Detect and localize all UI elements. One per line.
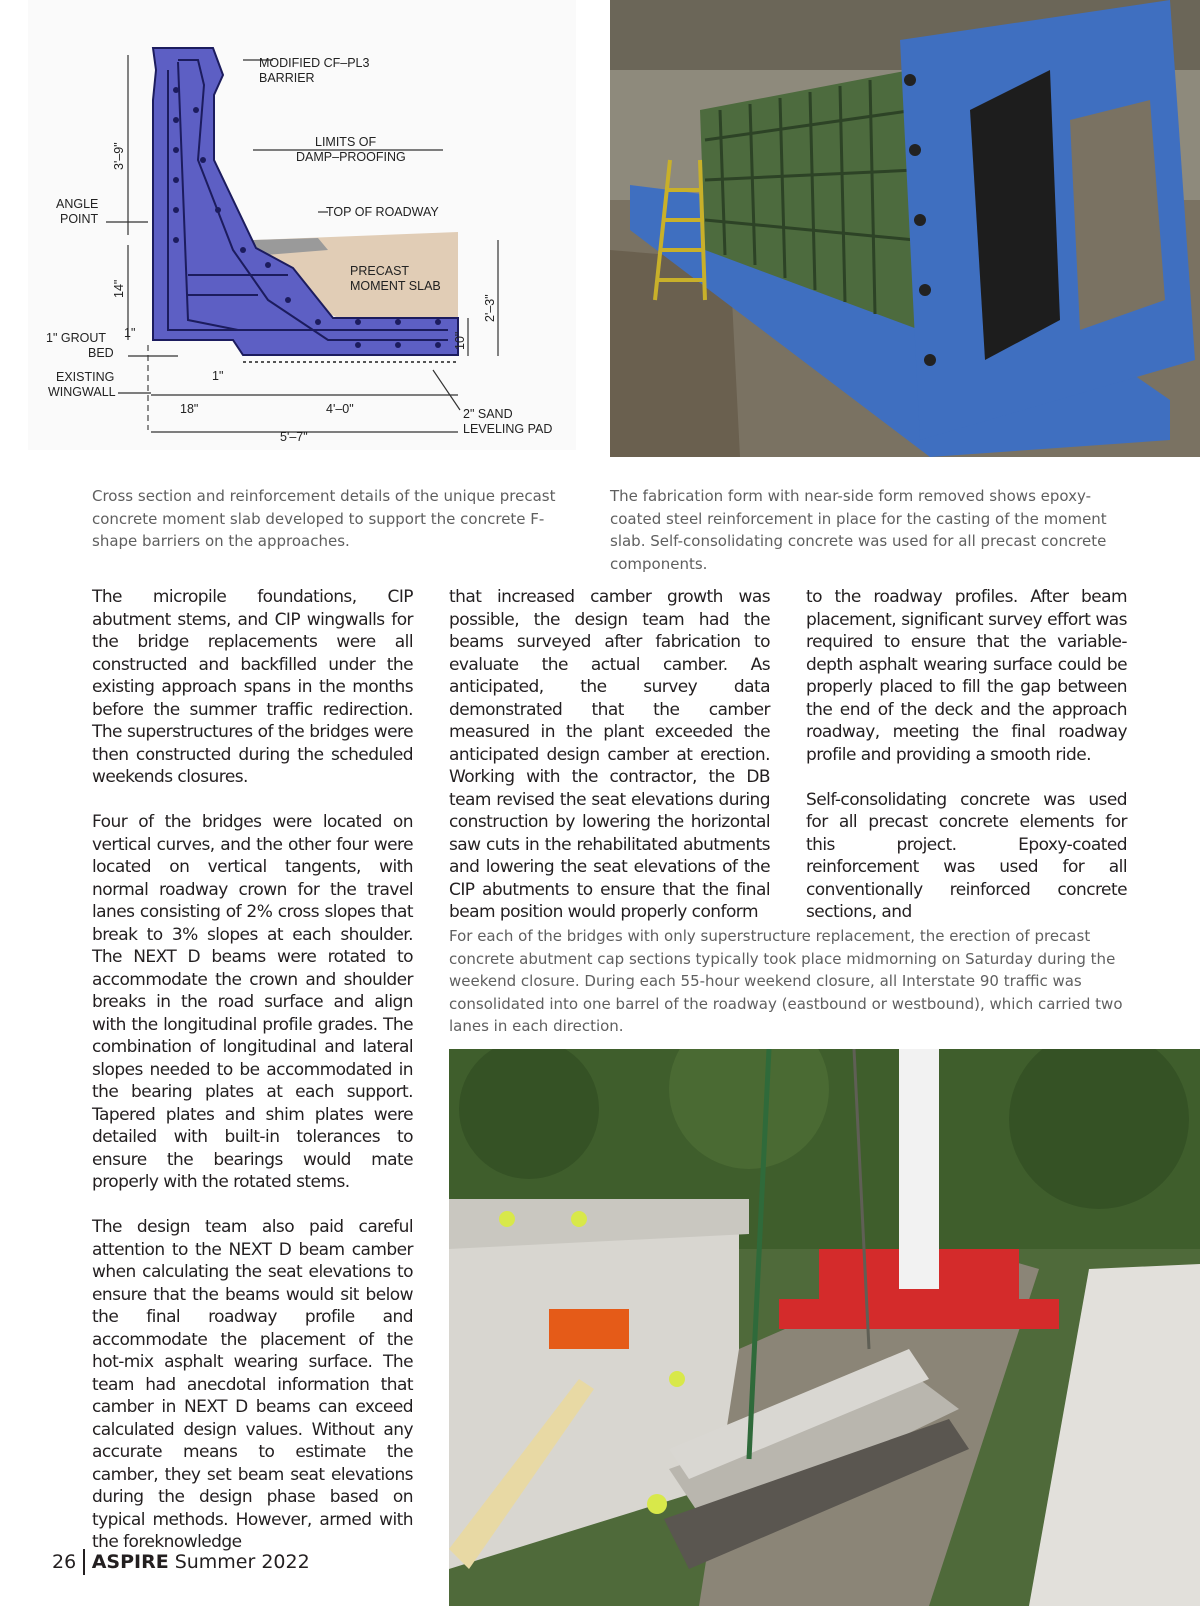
- paragraph: to the roadway profiles. After beam placement, significant survey effort was required to ensure that the variable-depth asphalt wearing surface could be properly placed to fill the gap between the end of the deck and the approach roadway, meeting the final roadway profile and providing a smooth ride.: [806, 587, 1127, 765]
- dim-5-7: 5'–7": [280, 430, 308, 444]
- label-sand-1: 2" SAND: [463, 407, 513, 421]
- paragraph: Self-consolidating concrete was used for all precast concrete elements for this project. Epoxy-coated reinforcement was used for all conventionally reinforced concrete sections, and: [806, 789, 1127, 922]
- label-top-roadway: TOP OF ROADWAY: [326, 205, 439, 219]
- label-limits-1: LIMITS OF: [315, 135, 377, 149]
- fabrication-form-illustration: [610, 0, 1200, 457]
- cross-section-figure: [28, 0, 576, 450]
- paragraph: that increased camber growth was possible, the design team had the beams surveyed after fabrication to evaluate the actual camber. As anticipated, the survey data demonstrated that the camber measured in the plant exceeded the anticipated design camber at erection. Working with the contractor, the DB team revised the seat elevations during construction by lowering the horizontal saw cuts in the rehabilitated abutments and lowering the seat elevations of the CIP abutments to ensure that the final beam position would properly conform: [449, 587, 770, 922]
- cross-section-drawing: [28, 0, 576, 450]
- body-column-3: [806, 586, 1127, 924]
- dim-1a: 1": [124, 326, 136, 340]
- label-grout-2: BED: [88, 346, 114, 360]
- caption-erection: For each of the bridges with only superstructure replacement, the erection of precast concrete abutment cap sections typically took place midmorning on Saturday during the weekend closure. During each 55-hour weekend closure, all Interstate 90 traffic was consolidated into one barrel of the roadway (eastbound or westbound), which carried two lanes in each direction.: [449, 927, 1123, 1035]
- paragraph: Four of the bridges were located on vertical curves, and the other four were located on vertical tangents, with normal roadway crown for the travel lanes consisting of 2% cross slopes that break to 3% slopes at each shoulder. The NEXT D beams were rotated to accommodate the crown and shoulder breaks in the road surface and align with the longitudinal profile grades. The combination of longitudinal and lateral slopes needed to be accommodated in the bearing plates at each support. Tapered plates and shim plates were detailed with built-in tolerances to ensure the bearings would mate properly with the rotated stems.: [92, 812, 413, 1192]
- dim-4-0: 4'–0": [326, 402, 354, 416]
- caption-cross-section: Cross section and reinforcement details of the unique precast concrete moment slab developed to support the concrete F-shape barriers on the approaches.: [92, 487, 556, 550]
- erection-illustration: [449, 1049, 1200, 1606]
- magazine-name: ASPIRE: [91, 1551, 169, 1573]
- label-existing-1: EXISTING: [56, 370, 115, 384]
- dim-14: 14": [112, 279, 126, 298]
- body-column-2: [449, 586, 770, 924]
- label-precast-2: MOMENT SLAB: [350, 279, 441, 293]
- label-existing-2: WINGWALL: [48, 385, 116, 399]
- label-barrier-2: BARRIER: [259, 71, 315, 85]
- paragraph: The micropile foundations, CIP abutment stems, and CIP wingwalls for the bridge replacements were all constructed and backfilled under the existing approach spans in the months before the summer traffic redirection. The superstructures of the bridges were then constructed during the scheduled weekends closures.: [92, 587, 413, 787]
- footer-divider: [83, 1549, 85, 1575]
- label-precast-1: PRECAST: [350, 264, 410, 278]
- label-angle-2: POINT: [60, 212, 99, 226]
- paragraph: The design team also paid careful attention to the NEXT D beam camber when calculating the seat elevations to ensure that the beams would sit below the final roadway profile and accommodate the placement of the hot-mix asphalt wearing surface. The team had anecdotal information that camber in NEXT D beams can exceed calculated design values. Without any accurate means to estimate the camber, they set beam seat elevations during the design phase based on typical methods. However, armed with the foreknowledge: [92, 1217, 413, 1552]
- dim-2-3: 2'–3": [483, 294, 497, 322]
- label-limits-2: DAMP–PROOFING: [296, 150, 406, 164]
- label-angle-1: ANGLE: [56, 197, 99, 211]
- dim-1b: 1": [212, 369, 224, 383]
- body-column-1: [92, 586, 413, 1554]
- dim-3-9: 3'–9": [112, 142, 126, 170]
- dim-18: 18": [180, 402, 199, 416]
- label-barrier: MODIFIED CF–PL3: [259, 56, 370, 70]
- fabrication-form-photo: [610, 0, 1200, 457]
- page-footer: [52, 1547, 310, 1577]
- caption-fabrication-form: The fabrication form with near-side form removed shows epoxy-coated steel reinforcement in place for the casting of the moment slab. Self-consolidating concrete was used for all precast concrete components.: [610, 487, 1107, 573]
- dim-10: 10": [453, 331, 467, 350]
- label-sand-2: LEVELING PAD: [463, 422, 553, 436]
- abutment-erection-photo: [449, 1049, 1200, 1606]
- label-grout-1: 1" GROUT: [46, 331, 106, 345]
- issue-label: Summer 2022: [174, 1551, 310, 1573]
- page-number: 26: [52, 1551, 77, 1573]
